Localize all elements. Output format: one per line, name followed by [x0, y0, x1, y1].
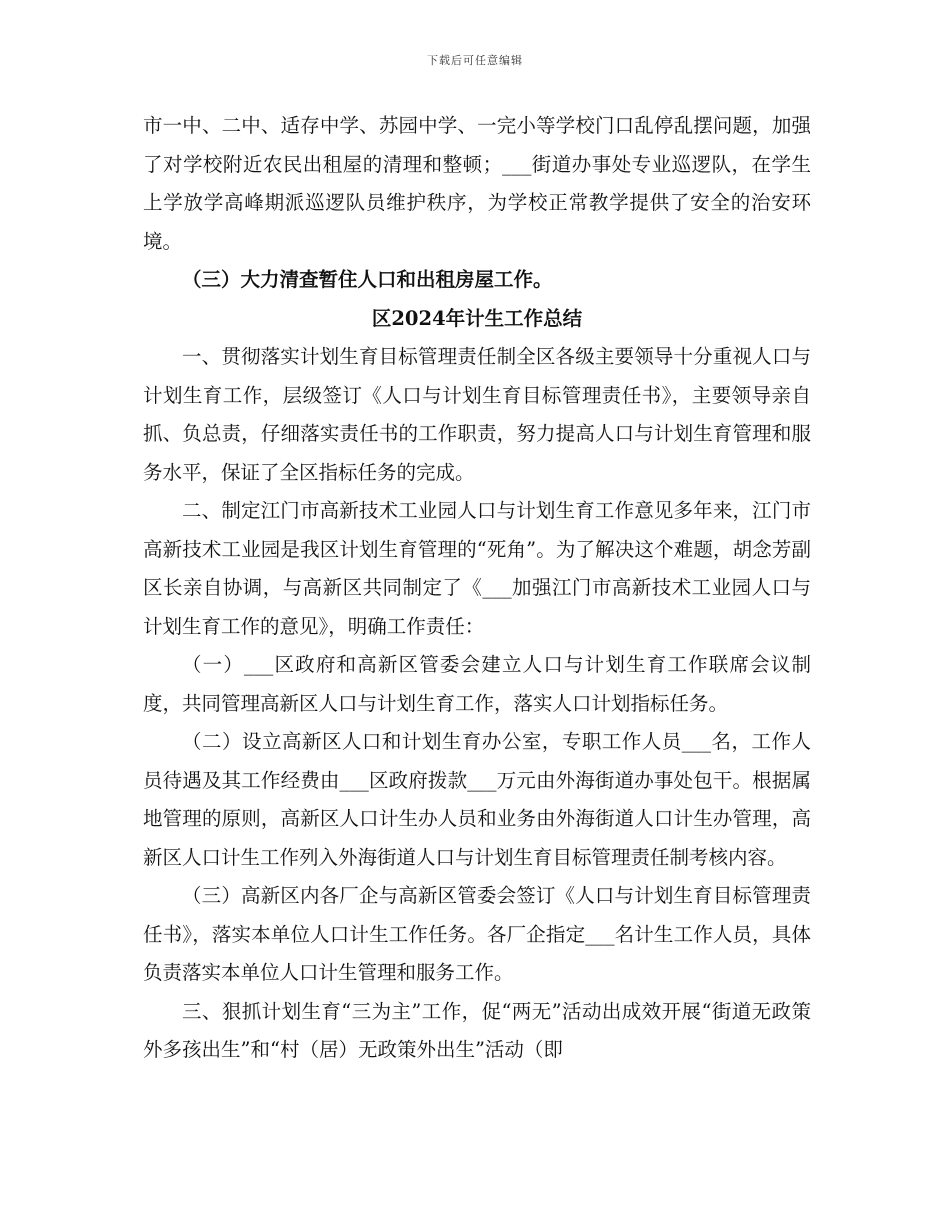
paragraph-4: （二）设立高新区人口和计划生育办公室，专职工作人员___名，工作人员待遇及其工作经费由___区政府拨款___万元由外海街道办事处包干。根据属地管理的原则，高新区人口计生办人员和业务由外海街道人口计生办管理，高新区人口计生工作列入外海街道人口与计划生育目标管理责任制考核内容。 — [143, 730, 811, 869]
paragraph-1: 一、贯彻落实计划生育目标管理责任制全区各级主要领导十分重视人口与计划生育工作，层级签订《人口与计划生育目标管理责任书》，主要领导亲自抓、负总责，仔细落实责任书的工作职责，努力提高人口与计划生育管理和服务水平，保证了全区指标任务的完成。 — [143, 345, 811, 484]
document-body — [143, 107, 811, 1070]
paragraph-3: （一）___区政府和高新区管委会建立人口与计划生育工作联席会议制度，共同管理高新区人口与计划生育工作，落实人口计划指标任务。 — [143, 653, 811, 715]
section-heading: （三）大力清查暂住人口和出租房屋工作。 — [182, 268, 553, 291]
paragraph-2: 二、制定江门市高新技术工业园人口与计划生育工作意见多年来，江门市高新技术工业园是我区计划生育管理的“死角”。为了解决这个难题，胡念芳副区长亲自协调，与高新区共同制定了《___加强江门市高新技术工业园人口与计划生育工作的意见》，明确工作责任： — [143, 499, 811, 638]
document-title: 区2024年计生工作总结 — [371, 306, 583, 330]
page-header: 下载后可任意编辑 — [427, 54, 523, 67]
paragraph-6: 三、狠抓计划生育“三为主”工作，促“两无”活动出成效开展“街道无政策外多孩出生”和“村（居）无政策外出生”活动（即 — [143, 999, 811, 1061]
paragraph-5: （三）高新区内各厂企与高新区管委会签订《人口与计划生育目标管理责任书》，落实本单位人口计生工作任务。各厂企指定___名计生工作人员，具体负责落实本单位人口计生管理和服务工作。 — [143, 884, 811, 984]
paragraph-intro: 市一中、二中、适存中学、苏园中学、一完小等学校门口乱停乱摆问题，加强了对学校附近农民出租屋的清理和整顿；___街道办事处专业巡逻队，在学生上学放学高峰期派巡逻队员维护秩序，为学校正常教学提供了安全的治安环境。 — [143, 114, 811, 253]
